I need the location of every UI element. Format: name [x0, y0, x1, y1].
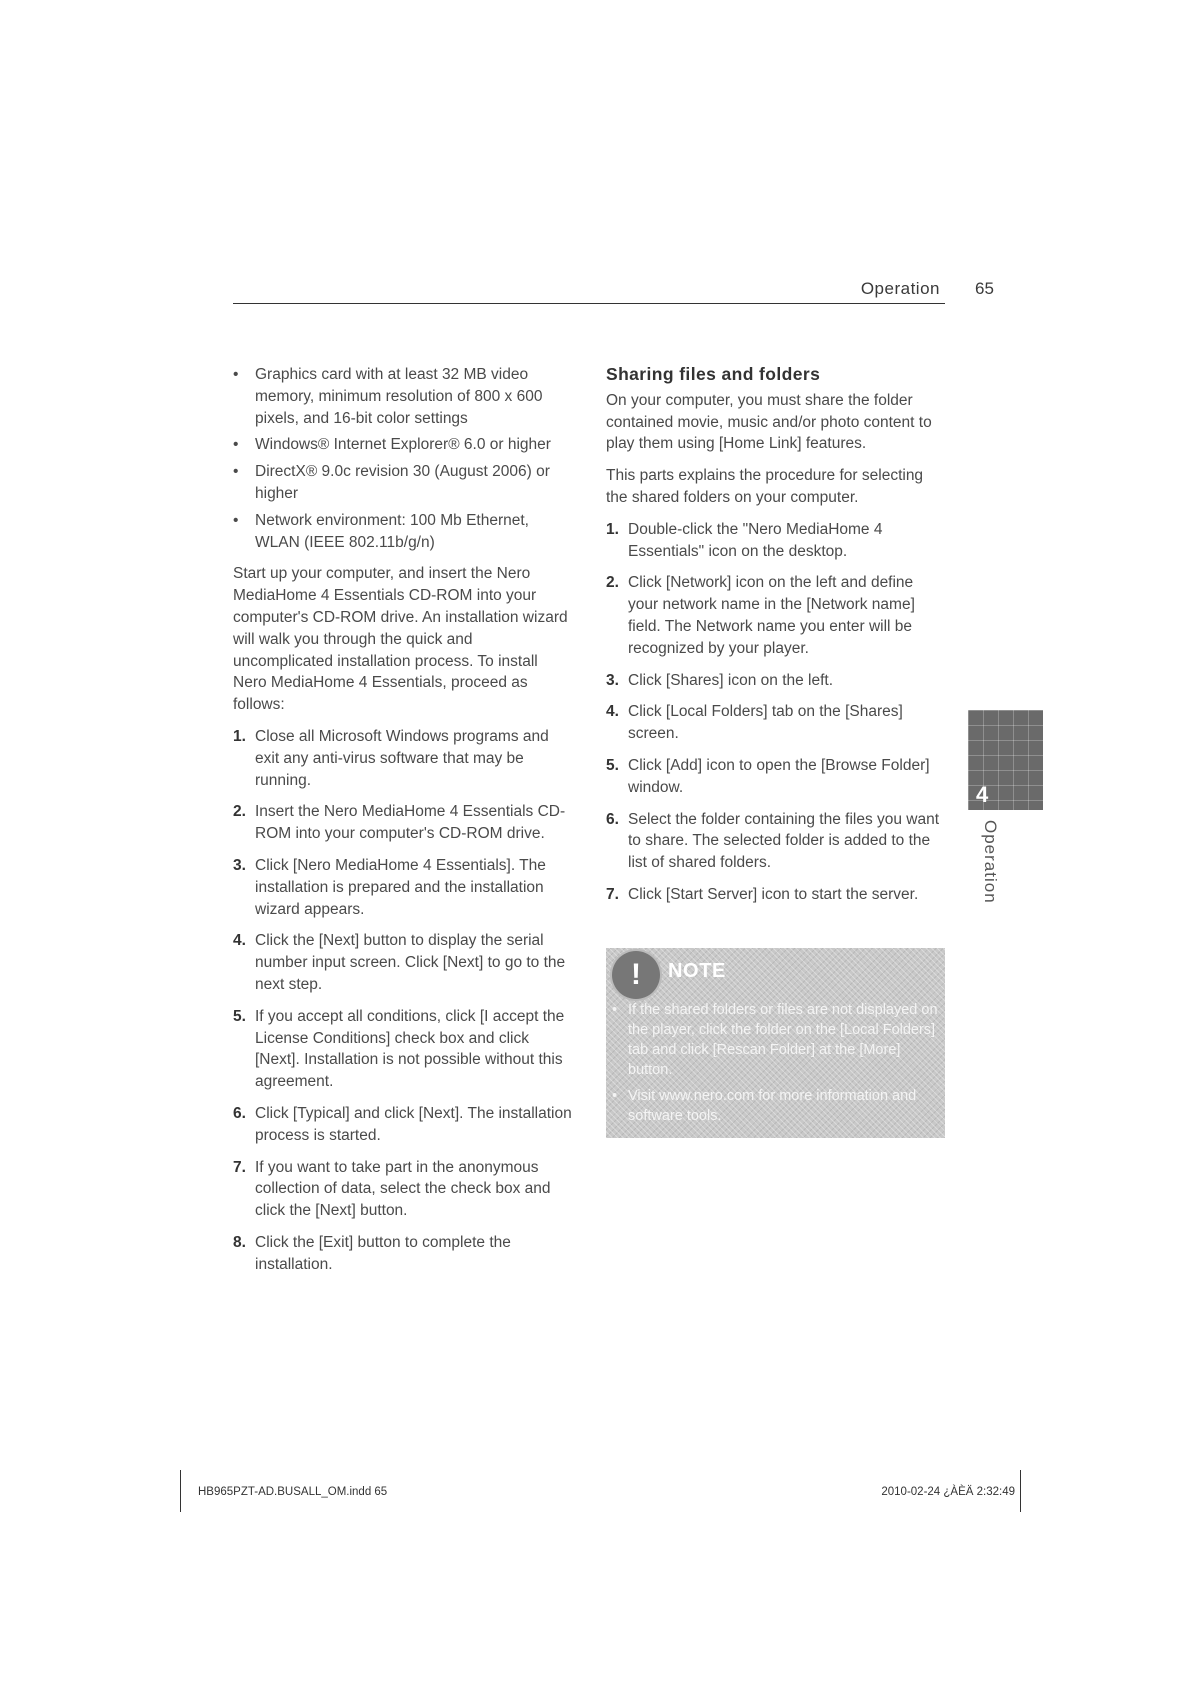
step-item: 7. If you want to take part in the anonymous collection of data, select the check box and click the [Next] button.: [233, 1158, 551, 1220]
requirements-list: [233, 364, 573, 553]
list-item: • Visit www.nero.com for more information and software tools.: [612, 1088, 917, 1124]
sharing-steps: [606, 519, 946, 906]
step-item: 5. If you accept all conditions, click [I accept the License Conditions] check box and click [Next]. Installation is not possible without this agreement.: [233, 1007, 565, 1091]
bullet-icon: •: [233, 366, 239, 383]
install-steps: [233, 726, 573, 1276]
footer-timestamp: 2010-02-24 ¿ÀÈÄ 2:32:49: [881, 1486, 1015, 1498]
bullet-icon: •: [612, 1088, 618, 1104]
step-item: 3. Click [Shares] icon on the left.: [606, 671, 834, 689]
exclamation-icon: !: [612, 951, 660, 999]
chapter-tab: [968, 710, 1043, 810]
step-item: 7. Click [Start Server] icon to start the server.: [606, 885, 919, 903]
bullet-icon: •: [612, 1002, 618, 1018]
bullet-icon: •: [233, 463, 239, 481]
chapter-number: 4: [976, 782, 989, 807]
step-item: 4. Click [Local Folders] tab on the [Shares] screen.: [606, 703, 903, 743]
list-item: • Network environment: 100 Mb Ethernet, WLAN (IEEE 802.11b/g/n): [233, 511, 529, 551]
list-item: • DirectX® 9.0c revision 30 (August 2006) or higher: [233, 463, 550, 502]
list-item: • Windows® Internet Explorer® 6.0 or higher: [233, 434, 573, 456]
chapter-label: Operation: [981, 820, 1000, 904]
step-item: 1. Close all Microsoft Windows programs and exit any anti-virus software that may be running.: [233, 727, 549, 789]
header-divider: [233, 303, 945, 304]
note-box: [606, 948, 945, 1138]
header-section-title: Operation: [860, 279, 940, 298]
step-item: 2. Click [Network] icon on the left and define your network name in the [Network name] field. The Network name you enter will be recognized by your player.: [606, 574, 915, 657]
footer-file-name: HB965PZT-AD.BUSALL_OM.indd 65: [198, 1486, 388, 1498]
list-item: • If the shared folders or files are not displayed on the player, click the folder on the [Local Folders] tab and click [Rescan Folder] at the [More] button.: [612, 1002, 938, 1078]
note-title: NOTE: [668, 960, 726, 982]
list-item: • Graphics card with at least 32 MB video memory, minimum resolution of 800 x 600 pixels, and 16-bit color settings: [233, 366, 543, 427]
right-column: [606, 364, 946, 916]
note-body: [606, 1000, 941, 1132]
bullet-icon: •: [233, 436, 239, 454]
step-item: 2. Insert the Nero MediaHome 4 Essentials CD-ROM into your computer's CD-ROM drive.: [233, 803, 566, 843]
bullet-icon: •: [233, 511, 239, 529]
install-intro: Start up your computer, and insert the Nero MediaHome 4 Essentials CD-ROM into your computer's CD-ROM drive. An installation wizard will walk you through the quick and uncomplicated installation process. To install Nero MediaHome 4 Essentials, proceed as follows:: [233, 565, 568, 714]
step-item: 8. Click the [Exit] button to complete the installation.: [233, 1233, 511, 1273]
step-item: 5. Click [Add] icon to open the [Browse Folder] window.: [606, 756, 930, 796]
sharing-intro-paragraph: On your computer, you must share the folder contained movie, music and/or photo content to play them using [Home Link] features.: [606, 391, 932, 453]
section-heading: Sharing files and folders: [606, 364, 821, 384]
page-number: 65: [975, 279, 994, 298]
step-item: 4. Click the [Next] button to display the serial number input screen. Click [Next] to go to the next step.: [233, 932, 566, 993]
footer-right-bar: [1020, 1470, 1021, 1512]
step-item: 1. Double-click the "Nero MediaHome 4 Essentials" icon on the desktop.: [606, 520, 883, 560]
left-column: [233, 364, 573, 1285]
note-list: [606, 1000, 941, 1126]
footer-left-bar: [180, 1470, 181, 1512]
step-item: 6. Select the folder containing the files you want to share. The selected folder is added to the list of shared folders.: [606, 810, 940, 872]
step-item: 3. Click [Nero MediaHome 4 Essentials]. The installation is prepared and the installation wizard appears.: [233, 856, 546, 918]
sharing-explain-paragraph: This parts explains the procedure for selecting the shared folders on your computer.: [606, 467, 924, 506]
step-item: 6. Click [Typical] and click [Next]. The installation process is started.: [233, 1104, 572, 1144]
